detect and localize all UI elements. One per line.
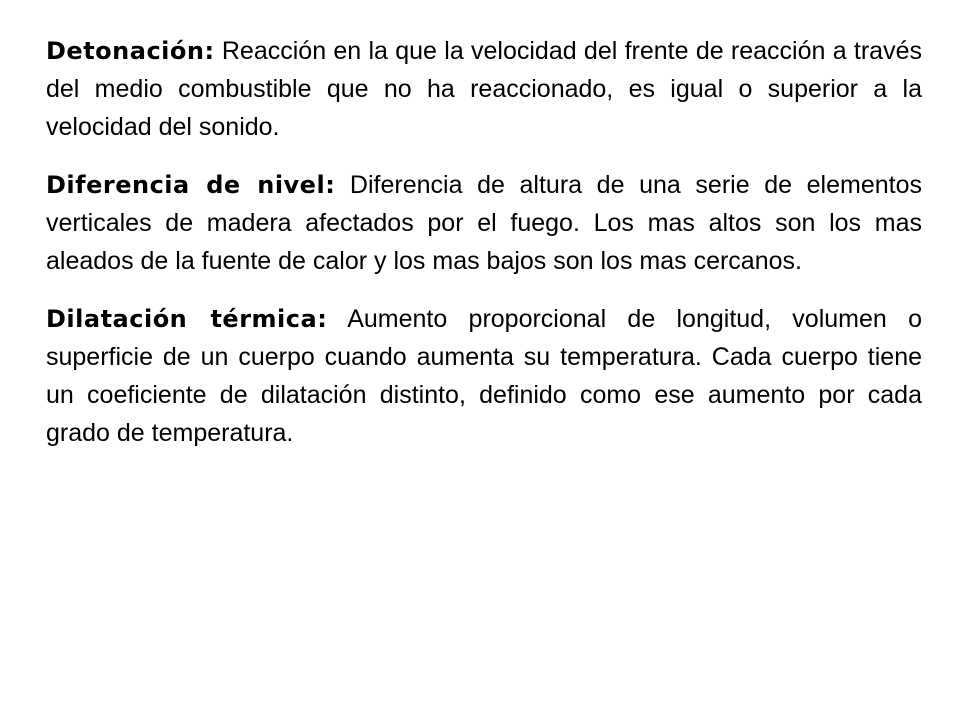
description-detonacion: Reacción en la que la velocidad del frente de reacción a través del medio combustible que no ha reaccionado, es igual o superior a la velocidad del sonido. (46, 37, 922, 141)
term-diferencia-de-nivel: Diferencia de nivel: (46, 171, 336, 199)
definitions-list (46, 32, 922, 472)
term-dilatacion-termica: Dilatación térmica: (46, 305, 328, 333)
description-diferencia-de-nivel: Diferencia de altura de una serie de elementos verticales de madera afectados por el fuego. Los mas altos son los mas aleados de la fuente de calor y los mas bajos son los mas cercanos. (46, 171, 922, 275)
definition-dilatacion-termica (46, 300, 922, 452)
description-dilatacion-termica: Aumento proporcional de longitud, volumen o superficie de un cuerpo cuando aumenta su temperatura. Cada cuerpo tiene un coeficiente de dilatación distinto, definido como ese aumento por cada grado de temperatura. (46, 305, 922, 447)
definition-detonacion (46, 32, 922, 146)
definition-diferencia-de-nivel (46, 166, 922, 280)
term-detonacion: Detonación: (46, 37, 215, 65)
